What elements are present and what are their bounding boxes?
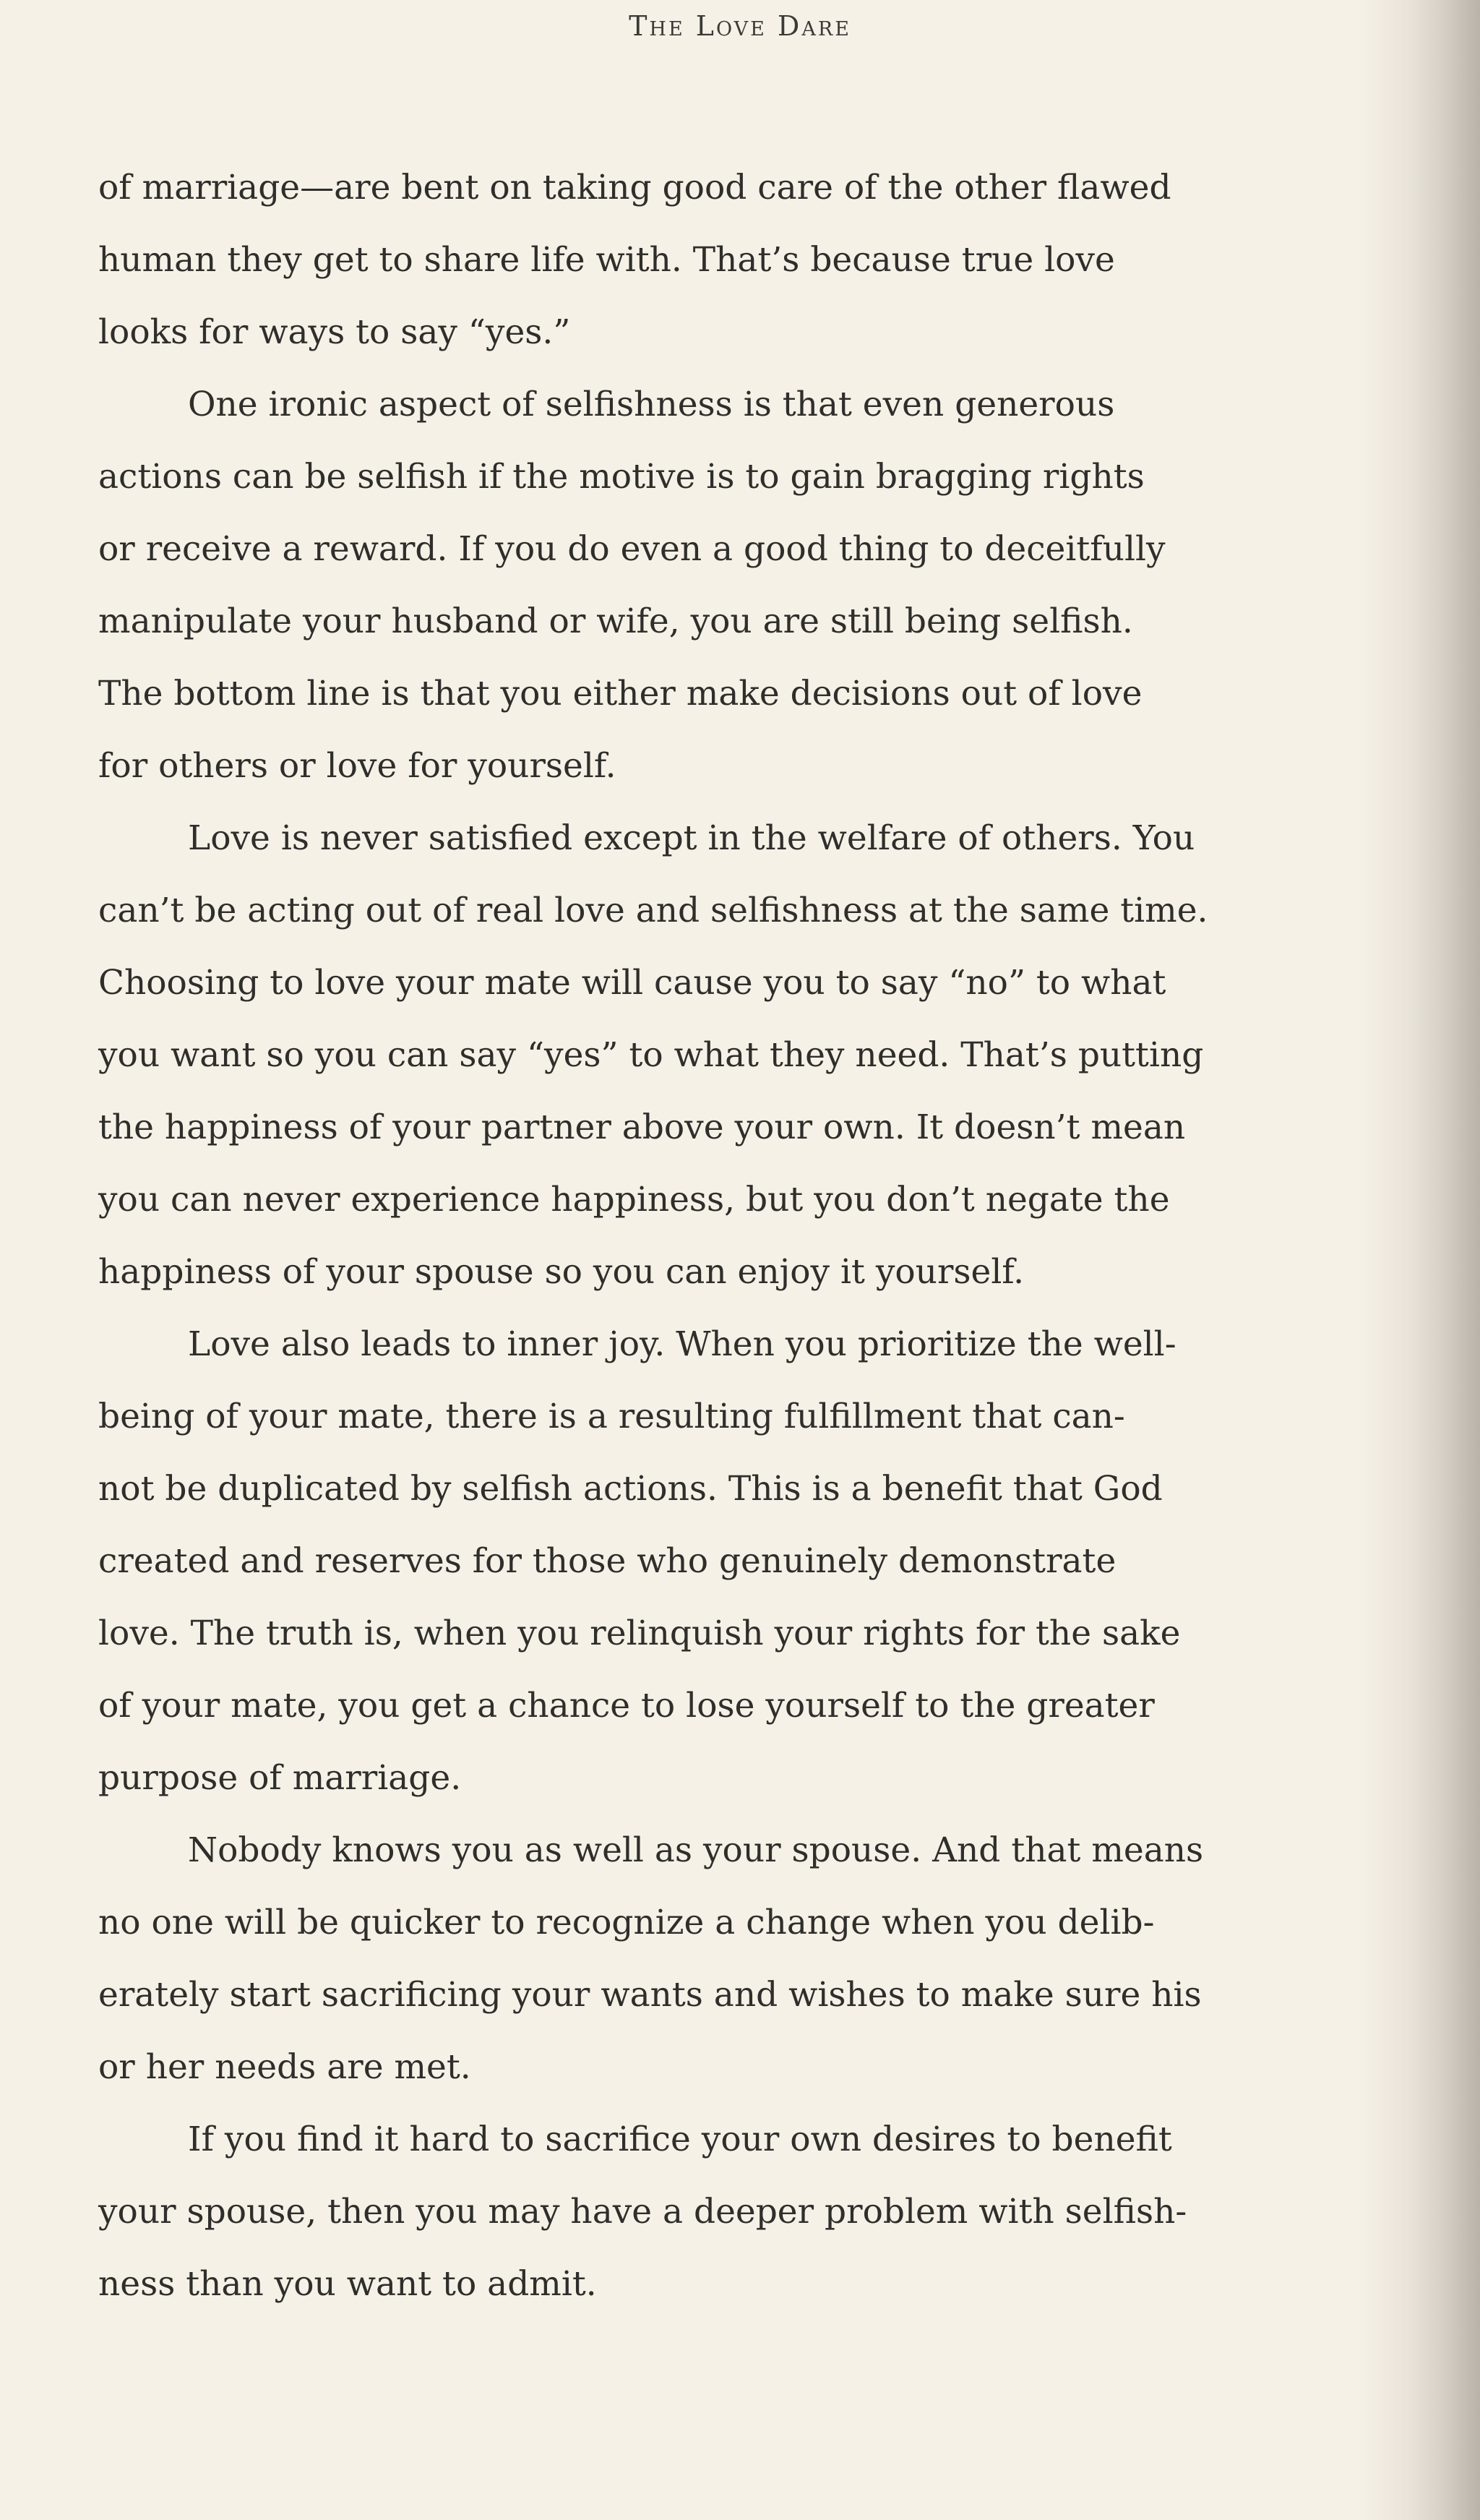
body-text xyxy=(98,152,1385,2320)
paragraph-continued: of marriage—are bent on taking good care of the other flawed human they get to share life with. That’s because true love looks for ways to say “yes.” xyxy=(98,168,1171,352)
paragraph: Nobody knows you as well as your spouse. And that means no one will be quicker to recognize a change when you delib- erately start sacrificing your wants and wishes to make sure his or her needs are met. xyxy=(98,1830,1204,2087)
paragraph: If you find it hard to sacrifice your own desires to benefit your spouse, then you may have a deeper problem with selfish- ness than you want to admit. xyxy=(98,2120,1187,2304)
paragraph: Love is never satisfied except in the welfare of others. You can’t be acting out of real love and selfishness at the same time. Choosing to love your mate will cause you to say “no” to what you want so you can say “yes” to what they need. That’s putting the happiness of your partner above your own. It doesn’t mean you can never experience happiness, but you don’t negate the happiness of your spouse so you can enjoy it yourself. xyxy=(98,818,1208,1292)
paragraph: Love also leads to inner joy. When you prioritize the well- being of your mate, there is a resulting fulfillment that can- not be duplicated by selfish actions. This is a benefit that God created and reserves for those who genuinely demonstrate love. The truth is, when you relinquish your rights for the sake of your mate, you get a chance to lose yourself to the greater purpose of marriage. xyxy=(98,1324,1181,1798)
paragraph: One ironic aspect of selfishness is that even generous actions can be selfish if the motive is to gain bragging rights or receive a reward. If you do even a good thing to deceitfully manipulate your husband or wife, you are still being selfish. The bottom line is that you either make decisions out of love for others or love for yourself. xyxy=(98,385,1166,786)
running-head: The Love Dare xyxy=(629,10,851,42)
